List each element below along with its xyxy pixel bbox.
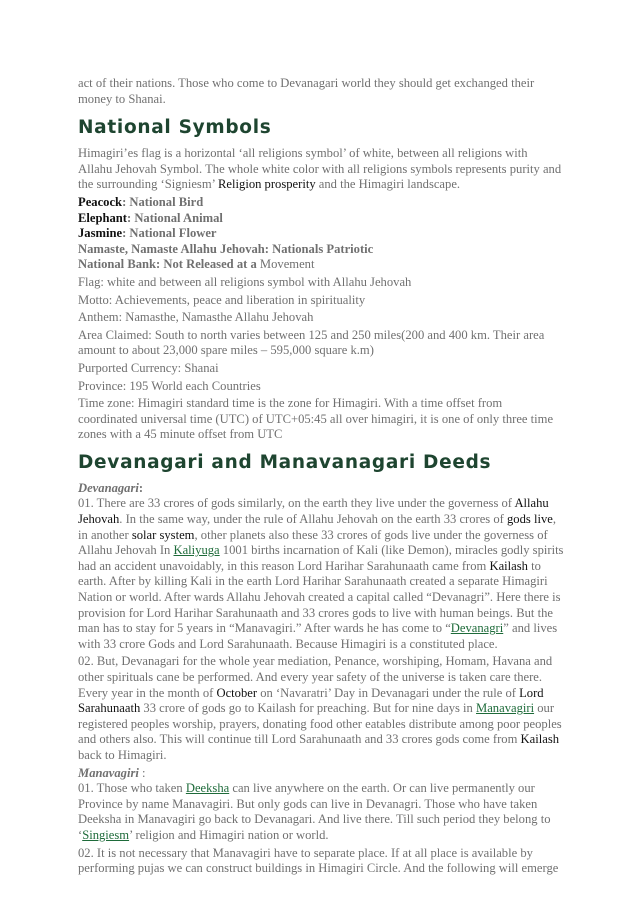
p02-text-2: on ‘Navaratri’ Day in Devanagari under the rule of [257, 685, 520, 700]
p01-text-5: 1001 births incarnation of Kali (like Demon), miracles godly spirits had an accident unavoidably, in this reason Lord Harihar Sarahunaath came from [78, 543, 564, 573]
gods-live-term: gods live [507, 512, 553, 527]
manavagiri-paragraph-01 [78, 781, 564, 843]
section-heading-national-symbols: National Symbols [78, 117, 272, 139]
p02-text-4: our registered peoples worship, prayers, donating food other eatables distribute among poor peoples and others also. This will continue till Lord Sarahunaath and 33 crores gods come from [78, 701, 562, 747]
p02-text-5: back to Himagiri. [78, 747, 167, 762]
national-flower-label: Jasmine [78, 226, 123, 241]
manavagiri-subheading [78, 766, 564, 782]
p01-text-3: , in another [78, 512, 556, 542]
fact-province: Province: 195 World each Countries [78, 378, 261, 393]
manavagiri-colon: : [138, 765, 146, 780]
devanagari-label: Devanagari [78, 480, 139, 495]
national-animal-label: Elephant [78, 210, 127, 225]
national-bird-value: : National Bird [122, 194, 204, 209]
national-bird-line [78, 195, 564, 211]
flag-text-2: and the Himagiri landscape. [315, 177, 461, 192]
fact-currency: Purported Currency: Shanai [78, 360, 219, 375]
national-flower-line [78, 226, 564, 242]
national-animal-line [78, 211, 564, 227]
manavagiri-link[interactable]: Manavagiri [476, 701, 535, 716]
flag-description-paragraph [78, 146, 564, 193]
religion-prosperity-text: Religion prosperity [218, 177, 316, 192]
p01-text-1: 01. There are 33 crores of gods similarly, on the earth they live under the governess of [78, 496, 515, 511]
flag-text-1: Himagiri’es flag is a horizontal ‘all religions symbol’ of white, between all religions with Allahu Jehovah Symbol. The whole white color with all religions symbols represents purity and the surrounding ‘Signiesm’ [78, 146, 562, 192]
manavagiri-label: Manavagiri [78, 765, 139, 780]
devanagari-colon: : [138, 480, 144, 495]
fact-anthem: Anthem: Namasthe, Namasthe Allahu Jehovah [78, 310, 314, 325]
national-bird-label: Peacock [78, 194, 123, 209]
kaliyuga-link[interactable]: Kaliyuga [173, 543, 220, 558]
national-bank-line [78, 257, 564, 273]
p01-text-7: ” and lives with 33 crore Gods and Lord Sarahunaath. Because Himagiri is a constituted place. [78, 621, 558, 651]
p01-text-6: to earth. After by killing Kali in the earth Lord Harihar Sarahunaath created a separate Himagiri Nation or world. After wards Allahu Jehovah created a capital called “Devanagri”. Here there is provision for Lord Harihar Sarahunaath and 33 crores gods to live with human beings. But the man has to stay for 5 years in “Manavagiri.” After wards he has come to “ [78, 558, 561, 636]
m01-text-3: ’ religion and Himagiri nation or world. [129, 827, 329, 842]
p01-text-2: . In the same way, under the rule of Allahu Jehovah on the earth 33 crores of [119, 512, 507, 527]
national-bank-label: National Bank: Not Released at a [78, 257, 257, 272]
fact-area-claimed: Area Claimed: South to north varies between 125 and 250 miles(200 and 400 km. Their area amount to about 23,000 spare miles – 595,000 square k.m) [78, 327, 545, 358]
national-animal-value: : National Animal [127, 210, 223, 225]
p02-text-3: 33 crore of gods go to Kailash for preaching. But for nine days in [140, 701, 477, 716]
section-heading-deeds: Devanagari and Manavanagari Deeds [78, 451, 492, 473]
solar-system-term: solar system [131, 527, 195, 542]
singiesm-link[interactable]: Singiesm [82, 827, 130, 842]
kailash-term-2: Kailash [520, 732, 560, 747]
october-term: October [216, 685, 258, 700]
p01-text-4: , other planets also these 33 crores of gods live under the governess of Allahu Jehovah In [78, 527, 548, 558]
kailash-term: Kailash [489, 558, 528, 573]
lord-sarahunaath-term: Lord Sarahunaath [78, 685, 544, 716]
devanagari-paragraph-02 [78, 654, 564, 763]
fact-time-zone: Time zone: Himagiri standard time is the zone for Himagiri. With a time offset from coordinated universal time (UTC) of UTC+05:45 all over himagiri, it is one of only three time zones with a 45 minute offset from UTC [78, 396, 554, 442]
nationals-patriotic-line: Namaste, Namaste Allahu Jehovah: Nationals Patriotic [78, 241, 374, 256]
national-flower-value: : National Flower [122, 226, 217, 241]
document-page [78, 76, 564, 879]
m01-text-1: 01. Those who taken [78, 781, 186, 796]
devanagari-subheading [78, 481, 564, 497]
intro-paragraph: act of their nations. Those who come to Devanagari world they should get exchanged their money to Shanai. [78, 76, 535, 106]
devanagri-link[interactable]: Devanagri [450, 621, 504, 636]
m01-text-2: can live anywhere on the earth. Or can live permanently our Province by name Manavagiri. But only gods can live in Devanagri. Those who have taken Deeksha in Manavagiri go back to Devanagari. And live there. Till such period they belong to ‘ [78, 781, 551, 842]
fact-motto: Motto: Achievements, peace and liberation in spirituality [78, 292, 366, 307]
manavagiri-paragraph-02: 02. It is not necessary that Manavagiri have to separate place. If at all place is available by performing pujas we can construct buildings in Himagiri Circle. And the following will emerge [78, 845, 559, 876]
p02-text-1: 02. But, Devanagari for the whole year mediation, Penance, worshiping, Homam, Havana and other spirituals cane be performed. And every year safety of the universe is taken care there. Every year in the month of [78, 654, 553, 700]
fact-flag: Flag: white and between all religions symbol with Allahu Jehovah [78, 274, 412, 289]
allahu-jehovah-term: Allahu Jehovah [78, 496, 549, 527]
national-bank-rest: Movement [256, 257, 315, 272]
devanagari-paragraph-01 [78, 496, 564, 652]
deeksha-link[interactable]: Deeksha [185, 781, 230, 796]
